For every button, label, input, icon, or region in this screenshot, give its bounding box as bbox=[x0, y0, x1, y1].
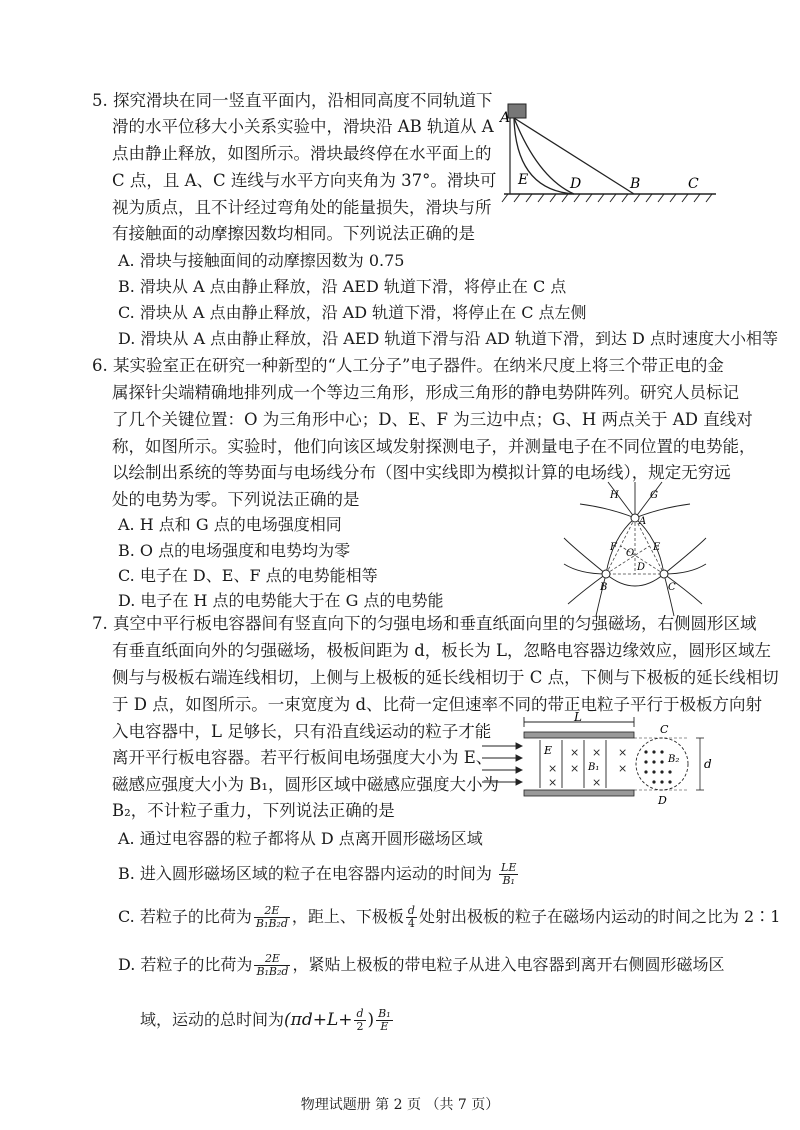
q7-particle-beam bbox=[482, 743, 522, 785]
q5-line-6: 有接触面的动摩擦因数均相同。下列说法正确的是 bbox=[112, 224, 475, 243]
q5-label-e: E bbox=[518, 172, 529, 188]
q7-label-b2: B₂ bbox=[668, 754, 680, 765]
q7-line-7: 磁感应强度大小为 B₁，圆形区域中磁感应强度大小为 bbox=[112, 775, 499, 794]
q7-option-d-fraction2 bbox=[354, 1008, 365, 1033]
q7-line-2: 有垂直纸面向外的匀强磁场，极板间距为 d，板长为 L，忽略电容器边缘效应，圆形区域左 bbox=[112, 641, 772, 660]
q7-option-d-den3: E bbox=[380, 1020, 389, 1033]
q6-charge-b bbox=[602, 570, 610, 578]
q7-option-c-num: 2E bbox=[254, 905, 290, 918]
q6-label-b: B bbox=[600, 582, 608, 593]
q5-option-d: D. 滑块从 A 点由静止释放，沿 AED 轨道下滑与沿 AD 轨道下滑，到达 D 点时速度大小相等 bbox=[118, 329, 778, 348]
q5-label-d: D bbox=[570, 176, 582, 192]
q5-label-a: A bbox=[500, 110, 511, 126]
q7-option-c-fraction bbox=[254, 905, 290, 930]
q7-label-d-dim: d bbox=[704, 757, 712, 771]
q7-label-c: C bbox=[660, 723, 669, 736]
svg-text:×: × bbox=[618, 762, 628, 775]
q6-line-4: 称，如图所示。实验时，他们向该区域发射探测电子，并测量电子在不同位置的电势能， bbox=[112, 437, 756, 456]
svg-text:×: × bbox=[548, 762, 558, 775]
q5-block bbox=[508, 104, 526, 118]
q7-option-d-post: ，紧贴上极板的带电粒子从进入电容器到离开右侧圆形磁场区 bbox=[292, 955, 725, 974]
q7-option-d-num: 2E bbox=[254, 953, 290, 966]
q6-label-o: O bbox=[626, 548, 635, 559]
svg-text:×: × bbox=[592, 746, 602, 759]
svg-text:×: × bbox=[570, 746, 580, 759]
q6-charge-c bbox=[660, 570, 668, 578]
q6-option-d: D. 电子在 H 点的电势能大于在 G 点的电势能 bbox=[118, 591, 444, 610]
page-footer: 物理试题册 第 2 页 （共 7 页） bbox=[300, 1097, 500, 1113]
q7-line-6: 离开平行板电容器。若平行板间电场强度大小为 E、 bbox=[112, 748, 493, 767]
q7-option-d-line2-text: 域，运动的总时间为 bbox=[140, 1010, 285, 1029]
q5-option-c: C. 滑块从 A 点由静止释放，沿 AD 轨道下滑，将停止在 C 点左侧 bbox=[118, 303, 587, 322]
q7-line-4: 于 D 点，如图所示。一束宽度为 d、比荷一定但速率不同的带正电粒子平行于极板方向射 bbox=[112, 695, 763, 714]
q7-option-c-mid: ，距上、下极板 bbox=[291, 907, 404, 926]
q6-option-a: A. H 点和 G 点的电场强度相同 bbox=[118, 515, 342, 534]
q7-option-b-num: LE bbox=[501, 861, 517, 874]
q7-line-1: 7. 真空中平行板电容器间有竖直向下的匀强电场和垂直纸面向里的匀强磁场，右侧圆形区域 bbox=[92, 614, 757, 633]
q6-line-1: 6. 某实验室正在研究一种新型的“人工分子”电子器件。在纳米尺度上将三个带正电的金 bbox=[92, 356, 724, 375]
q6-label-e: E bbox=[653, 542, 661, 553]
q7-option-c bbox=[118, 905, 780, 930]
q6-label-c: C bbox=[668, 582, 676, 593]
q6-label-f: F bbox=[610, 542, 617, 553]
q7-line-5: 入电容器中，L 足够长，只有沿直线运动的粒子才能 bbox=[112, 722, 492, 741]
q5-line-3: 点由静止释放，如图所示。滑块最终停在水平面上的 bbox=[112, 144, 492, 163]
q7-option-d-text: D. 若粒子的比荷为 bbox=[118, 955, 253, 974]
q7-line-8: B₂，不计粒子重力，下列说法正确的是 bbox=[112, 801, 395, 820]
q7-option-d-den2: 2 bbox=[356, 1020, 364, 1033]
q7-option-c-num2: d bbox=[407, 904, 415, 917]
q6-field-figure bbox=[560, 478, 710, 618]
q6-option-b: B. O 点的电场强度和电势均为零 bbox=[118, 541, 351, 560]
q7-option-c-post: 处射出极板的粒子在磁场内运动的时间之比为 2∶1 bbox=[418, 907, 781, 926]
q7-option-b-fraction bbox=[499, 862, 518, 887]
q7-option-b bbox=[118, 862, 520, 887]
q7-option-c-fraction2 bbox=[406, 905, 417, 930]
q7-option-d-num2: d bbox=[356, 1007, 364, 1020]
q5-line-4: C 点，且 A、C 连线与水平方向夹角为 37°。滑块可 bbox=[112, 171, 497, 190]
q6-line-2: 属探针尖端精确地排列成一个等边三角形，形成三角形的静电势阱阵列。研究人员标记 bbox=[112, 383, 739, 402]
q6-label-g: G bbox=[650, 490, 658, 501]
q6-label-h: H bbox=[610, 490, 619, 501]
q6-line-5: 以绘制出系统的等势面与电场线分布（图中实线即为模拟计算的电场线），规定无穷远 bbox=[112, 463, 731, 482]
q7-option-c-den: B₁B₂d bbox=[255, 917, 288, 930]
q7-option-d-line2 bbox=[140, 1008, 395, 1033]
q5-option-b: B. 滑块从 A 点由静止释放，沿 AED 轨道下滑，将停止在 C 点 bbox=[118, 277, 567, 296]
q7-label-e: E bbox=[544, 744, 553, 757]
q5-line-2: 滑的水平位移大小关系实验中，滑块沿 AB 轨道从 A bbox=[112, 117, 494, 136]
q7-option-d-expr: (πd+L+ bbox=[284, 1010, 353, 1030]
q7-option-b-text: B. 进入圆形磁场区域的粒子在电容器内运动的时间为 bbox=[118, 864, 492, 883]
q6-line-3: 了几个关键位置：O 为三角形中心；D、E、F 为三边中点；G、H 两点关于 AD 直线对 bbox=[112, 410, 753, 429]
q7-lower-plate bbox=[524, 790, 634, 796]
q7-option-b-den: B₁ bbox=[502, 874, 515, 887]
q6-option-c: C. 电子在 D、E、F 点的电势能相等 bbox=[118, 566, 378, 585]
q5-label-b: B bbox=[630, 176, 641, 192]
q7-option-d bbox=[118, 953, 724, 978]
q7-line-3: 侧与与极板右端连线相切，上侧与上极板的延长线相切于 C 点，下侧与下极板的延长线相切 bbox=[112, 668, 779, 687]
svg-text:×: × bbox=[592, 776, 602, 789]
q7-option-c-text: C. 若粒子的比荷为 bbox=[118, 907, 252, 926]
q7-upper-plate bbox=[524, 732, 634, 738]
q5-line-1: 5. 探究滑块在同一竖直平面内，沿相同高度不同轨道下 bbox=[92, 91, 493, 110]
q6-charge-a bbox=[631, 514, 639, 522]
q7-capacitor-figure bbox=[478, 712, 718, 812]
q7-option-d-fraction bbox=[254, 953, 290, 978]
q5-label-c: C bbox=[688, 176, 699, 192]
q7-label-b1: B₁ bbox=[588, 762, 600, 773]
svg-text:×: × bbox=[618, 746, 628, 759]
q7-option-d-den: B₁B₂d bbox=[256, 965, 289, 978]
q7-option-a: A. 通过电容器的粒子都将从 D 点离开圆形磁场区域 bbox=[118, 829, 483, 848]
svg-text:×: × bbox=[570, 762, 580, 775]
q5-line-5: 视为质点，且不计经过弯角处的能量损失，滑块与所 bbox=[112, 198, 492, 217]
q6-line-6: 处的电势为零。下列说法正确的是 bbox=[112, 490, 360, 509]
q5-track-figure bbox=[498, 98, 720, 210]
q6-label-d: D bbox=[637, 562, 646, 573]
q6-label-a: A bbox=[639, 516, 647, 527]
svg-text:×: × bbox=[548, 776, 558, 789]
q7-option-d-fraction3 bbox=[376, 1008, 393, 1033]
q7-option-c-den2: 4 bbox=[407, 917, 415, 930]
q7-label-d-point: D bbox=[658, 794, 667, 807]
q7-option-d-expr2: ) bbox=[367, 1010, 375, 1030]
q7-option-d-num3: B₁ bbox=[378, 1007, 391, 1020]
q7-label-l: L bbox=[574, 712, 582, 724]
q5-option-a: A. 滑块与接触面间的动摩擦因数为 0.75 bbox=[118, 251, 405, 270]
